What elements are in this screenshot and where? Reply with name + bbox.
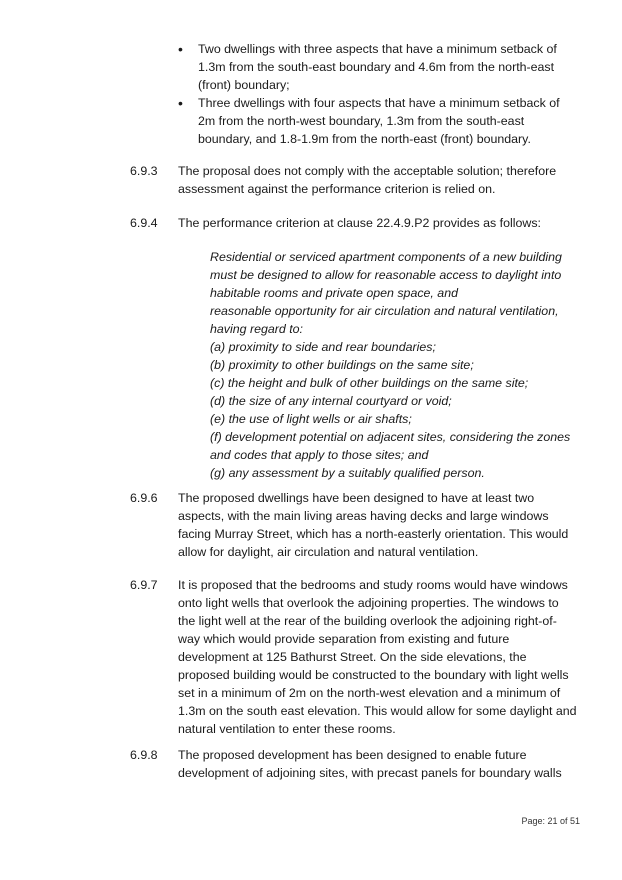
quote-intro-continued: reasonable opportunity for air circulation and natural ventilation, having regard to: bbox=[210, 304, 559, 336]
paragraph-text: The proposed development has been designed to enable future development of adjoining sites, with precast panels for boundary walls bbox=[178, 748, 562, 780]
paragraph-number: 6.9.8 bbox=[130, 748, 158, 762]
paragraph-6-9-8 bbox=[130, 746, 578, 782]
paragraph-number: 6.9.7 bbox=[130, 578, 158, 592]
setback-bullet-list bbox=[178, 40, 578, 148]
performance-criterion-quote bbox=[210, 248, 580, 482]
paragraph-text: The proposal does not comply with the acceptable solution; therefore assessment against the performance criterion is relied on. bbox=[178, 164, 557, 196]
quote-item: (f) development potential on adjacent sites, considering the zones and codes that apply to those sites; and bbox=[210, 430, 571, 462]
paragraph-text: The proposed dwellings have been designed to have at least two aspects, with the main living areas having decks and large windows facing Murray Street, which has a north-easterly orientation. This would allow for daylight, air circulation and natural ventilation. bbox=[178, 491, 569, 559]
paragraph-text: The performance criterion at clause 22.4.9.P2 provides as follows: bbox=[178, 216, 541, 230]
bullet-item: • Two dwellings with three aspects that have a minimum setback of 1.3m from the south-east boundary and 4.6m from the north-east (front) boundary; bbox=[178, 40, 578, 94]
page-number: Page: 21 of 51 bbox=[521, 816, 580, 826]
bullet-item: • Three dwellings with four aspects that have a minimum setback of 2m from the north-west boundary, 1.3m from the south-east boundary, and 1.8-1.9m from the north-east (front) boundary. bbox=[178, 94, 578, 148]
quote-item: (d) the size of any internal courtyard or void; bbox=[210, 394, 452, 408]
paragraph-number: 6.9.3 bbox=[130, 164, 158, 178]
quote-item: (g) any assessment by a suitably qualified person. bbox=[210, 466, 485, 480]
paragraph-6-9-3 bbox=[130, 162, 578, 198]
quote-item: (c) the height and bulk of other buildings on the same site; bbox=[210, 376, 529, 390]
quote-item: (b) proximity to other buildings on the same site; bbox=[210, 358, 474, 372]
paragraph-6-9-6 bbox=[130, 489, 578, 561]
quote-item: (a) proximity to side and rear boundaries; bbox=[210, 340, 436, 354]
quote-item: (e) the use of light wells or air shafts; bbox=[210, 412, 412, 426]
paragraph-text: It is proposed that the bedrooms and study rooms would have windows onto light wells that overlook the adjoining properties. The windows to the light well at the rear of the building overlook the adjoining right-of-way which would provide separation from existing and future development at 125 Bathurst Street. On the side elevations, the proposed building would be constructed to the boundary with light wells set in a minimum of 2m on the north-west elevation and a minimum of 1.3m on the south east elevation. This would allow for some daylight and natural ventilation to enter these rooms. bbox=[178, 578, 577, 736]
paragraph-number: 6.9.4 bbox=[130, 216, 158, 230]
quote-intro: Residential or serviced apartment components of a new building must be designed to allow for reasonable access to daylight into habitable rooms and private open space, and bbox=[210, 250, 562, 300]
paragraph-number: 6.9.6 bbox=[130, 491, 158, 505]
paragraph-6-9-4 bbox=[130, 214, 578, 232]
paragraph-6-9-7 bbox=[130, 576, 578, 738]
